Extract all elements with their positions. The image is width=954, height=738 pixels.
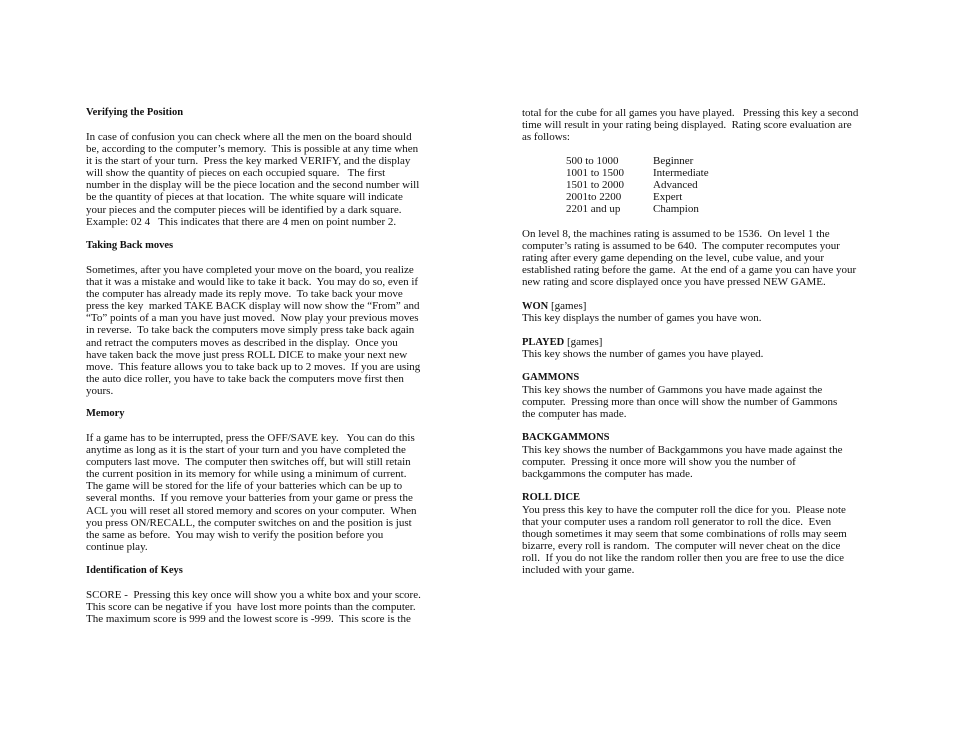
text-line: This score can be negative if you have lost more points than the computer. — [86, 601, 416, 614]
text-line: This key shows the number of Gammons you have made against the — [522, 384, 823, 396]
text-line: yours. — [86, 384, 114, 397]
paragraph-gammons-key — [522, 384, 837, 420]
heading-identification-of-keys: Identification of Keys — [86, 565, 183, 576]
played-key-suffix: [games] — [564, 336, 603, 348]
rating-level: Beginner — [653, 155, 694, 167]
text-line: total for the cube for all games you have played. Pressing this key a second — [522, 107, 859, 119]
text-line: be the quantity of pieces at that location. The white square will indicate — [86, 191, 403, 204]
text-line: This key shows the number of Backgammons you have made against the — [522, 444, 843, 456]
text-line: time will result in your rating being displayed. Rating score evaluation are — [522, 119, 852, 132]
rating-range: 2001to 2200 — [566, 191, 622, 203]
text-line: established rating before the game. At the end of a game you can have your — [522, 264, 857, 277]
paragraph-played-key — [522, 348, 763, 360]
text-line: included with your game. — [522, 564, 635, 577]
text-line: and retract the computers moves as described in the display. Once you — [86, 336, 398, 349]
heading-roll-dice-key: ROLL DICE — [522, 492, 581, 503]
text-line: The game will be stored for the life of your batteries which can be up to — [86, 480, 403, 493]
text-line: anytime as long as it is the start of your turn and you have completed the — [86, 444, 406, 457]
text-line: your pieces and the computer pieces will be identified by a dark square. — [86, 203, 402, 216]
paragraph-verifying-position — [86, 131, 419, 228]
text-line: the computer has already made its reply move. To take back your move — [86, 288, 403, 301]
text-line: the computer has made. — [522, 408, 627, 421]
text-line: Sometimes, after you have completed your move on the board, you realize — [86, 264, 414, 276]
text-line: the current position in its memory for while using a minimum of current. — [86, 468, 407, 481]
won-key-label: WON — [522, 301, 549, 312]
text-line: though sometimes it may seem that some combinations of rolls may seem — [522, 528, 847, 541]
heading-memory: Memory — [86, 408, 125, 419]
paragraph-level-rating — [522, 228, 856, 288]
text-line: in reverse. To take back the computers move simply press take back again — [86, 324, 415, 337]
paragraph-backgammons-key — [522, 444, 842, 480]
text-line: computers last move. The computer then switches off, but will still retain — [86, 456, 411, 469]
text-line: the same as before. You may wish to verify the position before you — [86, 528, 384, 541]
text-line: have taken back the move just press ROLL DICE to make your next new — [86, 348, 408, 361]
text-line: In case of confusion you can check where all the men on the board should — [86, 131, 412, 143]
text-line: continue play. — [86, 540, 148, 553]
text-line: you press ON/RECALL, the computer switches on and the position is just — [86, 516, 412, 529]
text-line: as follows: — [522, 131, 570, 144]
text-line: SCORE - Pressing this key once will show you a white box and your score. — [86, 589, 421, 601]
paragraph-won-key — [522, 312, 762, 324]
paragraph-memory — [86, 432, 417, 553]
text-line: “To” points of a man you have just moved. Now play your previous moves — [86, 312, 419, 325]
won-key-suffix: [games] — [548, 300, 587, 312]
text-line: roll. If you do not like the random roller then you are free to use the dice — [522, 552, 844, 565]
text-line: be, according to the computer’s memory. This is possible at any time when — [86, 143, 419, 156]
text-line: press the key marked TAKE BACK display will now show the “From” and — [86, 300, 420, 313]
rating-level: Intermediate — [653, 167, 709, 179]
paragraph-roll-dice-key — [522, 504, 847, 577]
text-line: number in the display will be the piece location and the second number will — [86, 179, 420, 192]
text-line: move. This feature allows you to take back up to 2 moves. If you are using — [86, 360, 421, 373]
text-line: backgammons the computer has made. — [522, 468, 693, 481]
text-line: that your computer uses a random roll generator to roll the dice. Even — [522, 516, 832, 529]
text-line: The maximum score is 999 and the lowest score is -999. This score is the — [86, 613, 411, 626]
text-line: several months. If you remove your batteries from your game or press the — [86, 492, 413, 505]
heading-taking-back-moves: Taking Back moves — [86, 240, 174, 251]
paragraph-taking-back-moves — [86, 264, 420, 397]
heading-backgammons-key: BACKGAMMONS — [522, 432, 610, 443]
text-line: Example: 02 4 This indicates that there are 4 men on point number 2. — [86, 215, 397, 228]
text-line: computer. Pressing more than once will show the number of Gammons — [522, 396, 838, 409]
rating-level: Champion — [653, 203, 699, 215]
text-line: the auto dice roller, you have to take back the computers move first then — [86, 372, 404, 385]
paragraph-score-continued — [522, 107, 858, 143]
text-line: that it was a mistake and would like to take it back. You may do so, even if — [86, 276, 419, 289]
heading-verifying-position: Verifying the Position — [86, 107, 184, 118]
rating-range: 1501 to 2000 — [566, 179, 625, 191]
text-line: This key displays the number of games you have won. — [522, 312, 762, 324]
text-line: On level 8, the machines rating is assumed to be 1536. On level 1 the — [522, 228, 830, 240]
rating-range: 1001 to 1500 — [566, 167, 625, 179]
text-line: new rating and score displayed once you have pressed NEW GAME. — [522, 276, 826, 289]
rating-range: 500 to 1000 — [566, 155, 619, 167]
text-line: bizarre, every roll is random. The computer will never cheat on the dice — [522, 540, 841, 553]
text-line: computer. Pressing it once more will show you the number of — [522, 456, 796, 469]
heading-gammons-key: GAMMONS — [522, 372, 580, 383]
rating-range: 2201 and up — [566, 203, 621, 215]
text-line: This key shows the number of games you have played. — [522, 348, 764, 360]
text-line: rating after every game depending on the level, cube value, and your — [522, 252, 825, 265]
paragraph-score-key — [86, 589, 421, 625]
rating-level: Expert — [653, 191, 683, 203]
rating-level: Advanced — [653, 179, 698, 191]
text-line: it is the start of your turn. Press the key marked VERIFY, and the display — [86, 155, 411, 168]
rating-table — [566, 155, 816, 217]
played-key-label: PLAYED — [522, 337, 565, 348]
text-line: computer’s rating is assumed to be 640. The computer recomputes your — [522, 240, 840, 253]
text-line: If a game has to be interrupted, press the OFF/SAVE key. You can do this — [86, 432, 415, 444]
text-line: will show the quantity of pieces on each occupied square. The first — [86, 167, 386, 180]
text-line: ACL you will reset all stored memory and scores on your computer. When — [86, 504, 417, 517]
text-line: You press this key to have the computer roll the dice for you. Please note — [522, 504, 846, 516]
